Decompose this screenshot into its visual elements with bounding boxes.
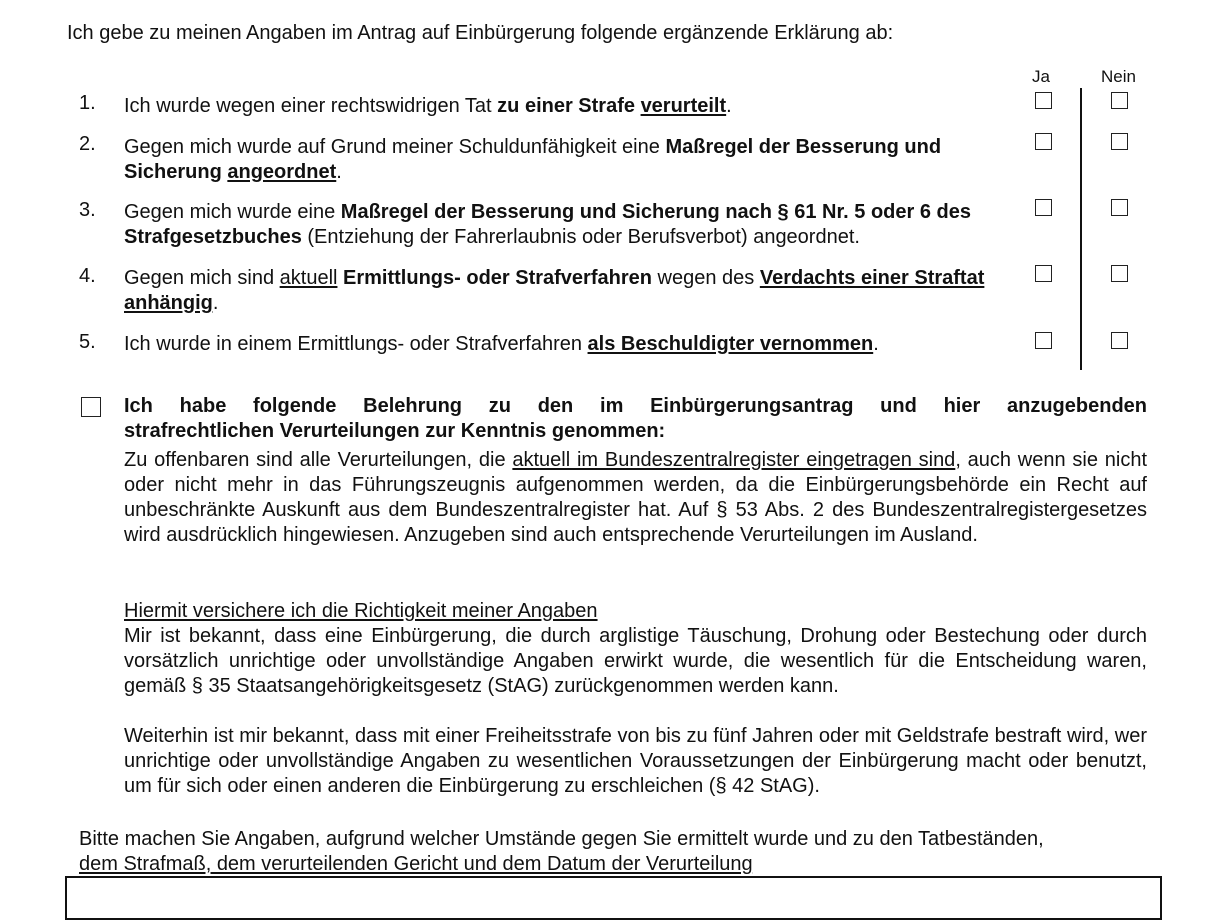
details-input-box[interactable] bbox=[65, 876, 1162, 920]
question-5-number: 5. bbox=[79, 331, 96, 353]
details-prompt bbox=[79, 827, 1159, 877]
intro-text: Ich gebe zu meinen Angaben im Antrag auf Einbürgerung folgende ergänzende Erklärung ab: bbox=[67, 22, 894, 44]
column-divider bbox=[1080, 88, 1082, 370]
assurance-heading: Hiermit versichere ich die Richtigkeit meiner Angaben bbox=[124, 600, 598, 622]
acknowledgement-heading bbox=[124, 394, 1147, 444]
question-1-text: Ich wurde wegen einer rechtswidrigen Tat zu einer Strafe verurteilt. bbox=[124, 95, 732, 117]
question-2-text: Gegen mich wurde auf Grund meiner Schuldunfähigkeit eine Maßregel der Besserung und Sicherung angeordnet. bbox=[124, 136, 942, 183]
column-header-nein: Nein bbox=[1101, 67, 1136, 86]
question-1-number: 1. bbox=[79, 92, 96, 114]
question-2-number: 2. bbox=[79, 133, 96, 155]
acknowledgement-checkbox[interactable] bbox=[81, 397, 101, 417]
penalty-paragraph: Weiterhin ist mir bekannt, dass mit einer Freiheitsstrafe von bis zu fünf Jahren oder mit Geldstrafe bestraft wird, wer unrichtige oder unvollständige Angaben zu wesentlichen Voraussetzungen der Einbürgerung macht oder benutzt, um für sich oder einen anderen die Einbürgerung zu erschleichen (§ 42 StAG). bbox=[124, 725, 1147, 797]
question-4-ja-checkbox[interactable] bbox=[1035, 265, 1052, 282]
question-3-number: 3. bbox=[79, 199, 96, 221]
question-3-text: Gegen mich wurde eine Maßregel der Besserung und Sicherung nach § 61 Nr. 5 oder 6 des Strafgesetzbuches (Entziehung der Fahrerlaubnis oder Berufsverbot) angeordnet. bbox=[124, 201, 971, 248]
question-1-ja-checkbox[interactable] bbox=[1035, 92, 1052, 109]
column-header-ja: Ja bbox=[1032, 67, 1050, 86]
question-2-ja-checkbox[interactable] bbox=[1035, 133, 1052, 150]
acknowledgement-heading-line1: Ich habe folgende Belehrung zu den im Einbürgerungsantrag und hier anzugebenden bbox=[124, 395, 1147, 417]
acknowledgement-heading-line2: strafrechtlichen Verurteilungen zur Kenntnis genommen: bbox=[124, 420, 666, 442]
details-prompt-line1: Bitte machen Sie Angaben, aufgrund welcher Umstände gegen Sie ermittelt wurde und zu den Tatbeständen, bbox=[79, 828, 1044, 850]
question-5-nein-checkbox[interactable] bbox=[1111, 332, 1128, 349]
details-prompt-line2: dem Strafmaß, dem verurteilenden Gericht und dem Datum der Verurteilung bbox=[79, 853, 753, 875]
question-5-text: Ich wurde in einem Ermittlungs- oder Strafverfahren als Beschuldigter vernommen. bbox=[124, 333, 879, 355]
question-4-nein-checkbox[interactable] bbox=[1111, 265, 1128, 282]
revocation-paragraph: Mir ist bekannt, dass eine Einbürgerung, die durch arglistige Täuschung, Drohung oder Bestechung oder durch vorsätzlich unrichtige oder unvollständige Angaben erwirkt wurde, die wesentlich für die Entscheidung waren, gemäß § 35 Staatsangehörigkeitsgesetz (StAG) zurückgenommen werden kann. bbox=[124, 625, 1147, 697]
question-4-text: Gegen mich sind aktuell Ermittlungs- oder Strafverfahren wegen des Verdachts einer Straftat anhängig. bbox=[124, 267, 985, 314]
question-3-nein-checkbox[interactable] bbox=[1111, 199, 1128, 216]
disclosure-paragraph: Zu offenbaren sind alle Verurteilungen, die aktuell im Bundeszentralregister eingetragen sind, auch wenn sie nicht oder nicht mehr in das Führungszeugnis aufgenommen werden, da die Einbürgerungsbehörde ein Recht auf unbeschränkte Auskunft aus dem Bundeszentralregister hat. Auf § 53 Abs. 2 des Bundeszentralregistergesetzes wird ausdrücklich hingewiesen. Anzugeben sind auch entsprechende Verurteilungen im Ausland. bbox=[124, 449, 1147, 546]
question-2-nein-checkbox[interactable] bbox=[1111, 133, 1128, 150]
question-1-nein-checkbox[interactable] bbox=[1111, 92, 1128, 109]
question-5-ja-checkbox[interactable] bbox=[1035, 332, 1052, 349]
question-4-number: 4. bbox=[79, 265, 96, 287]
question-3-ja-checkbox[interactable] bbox=[1035, 199, 1052, 216]
